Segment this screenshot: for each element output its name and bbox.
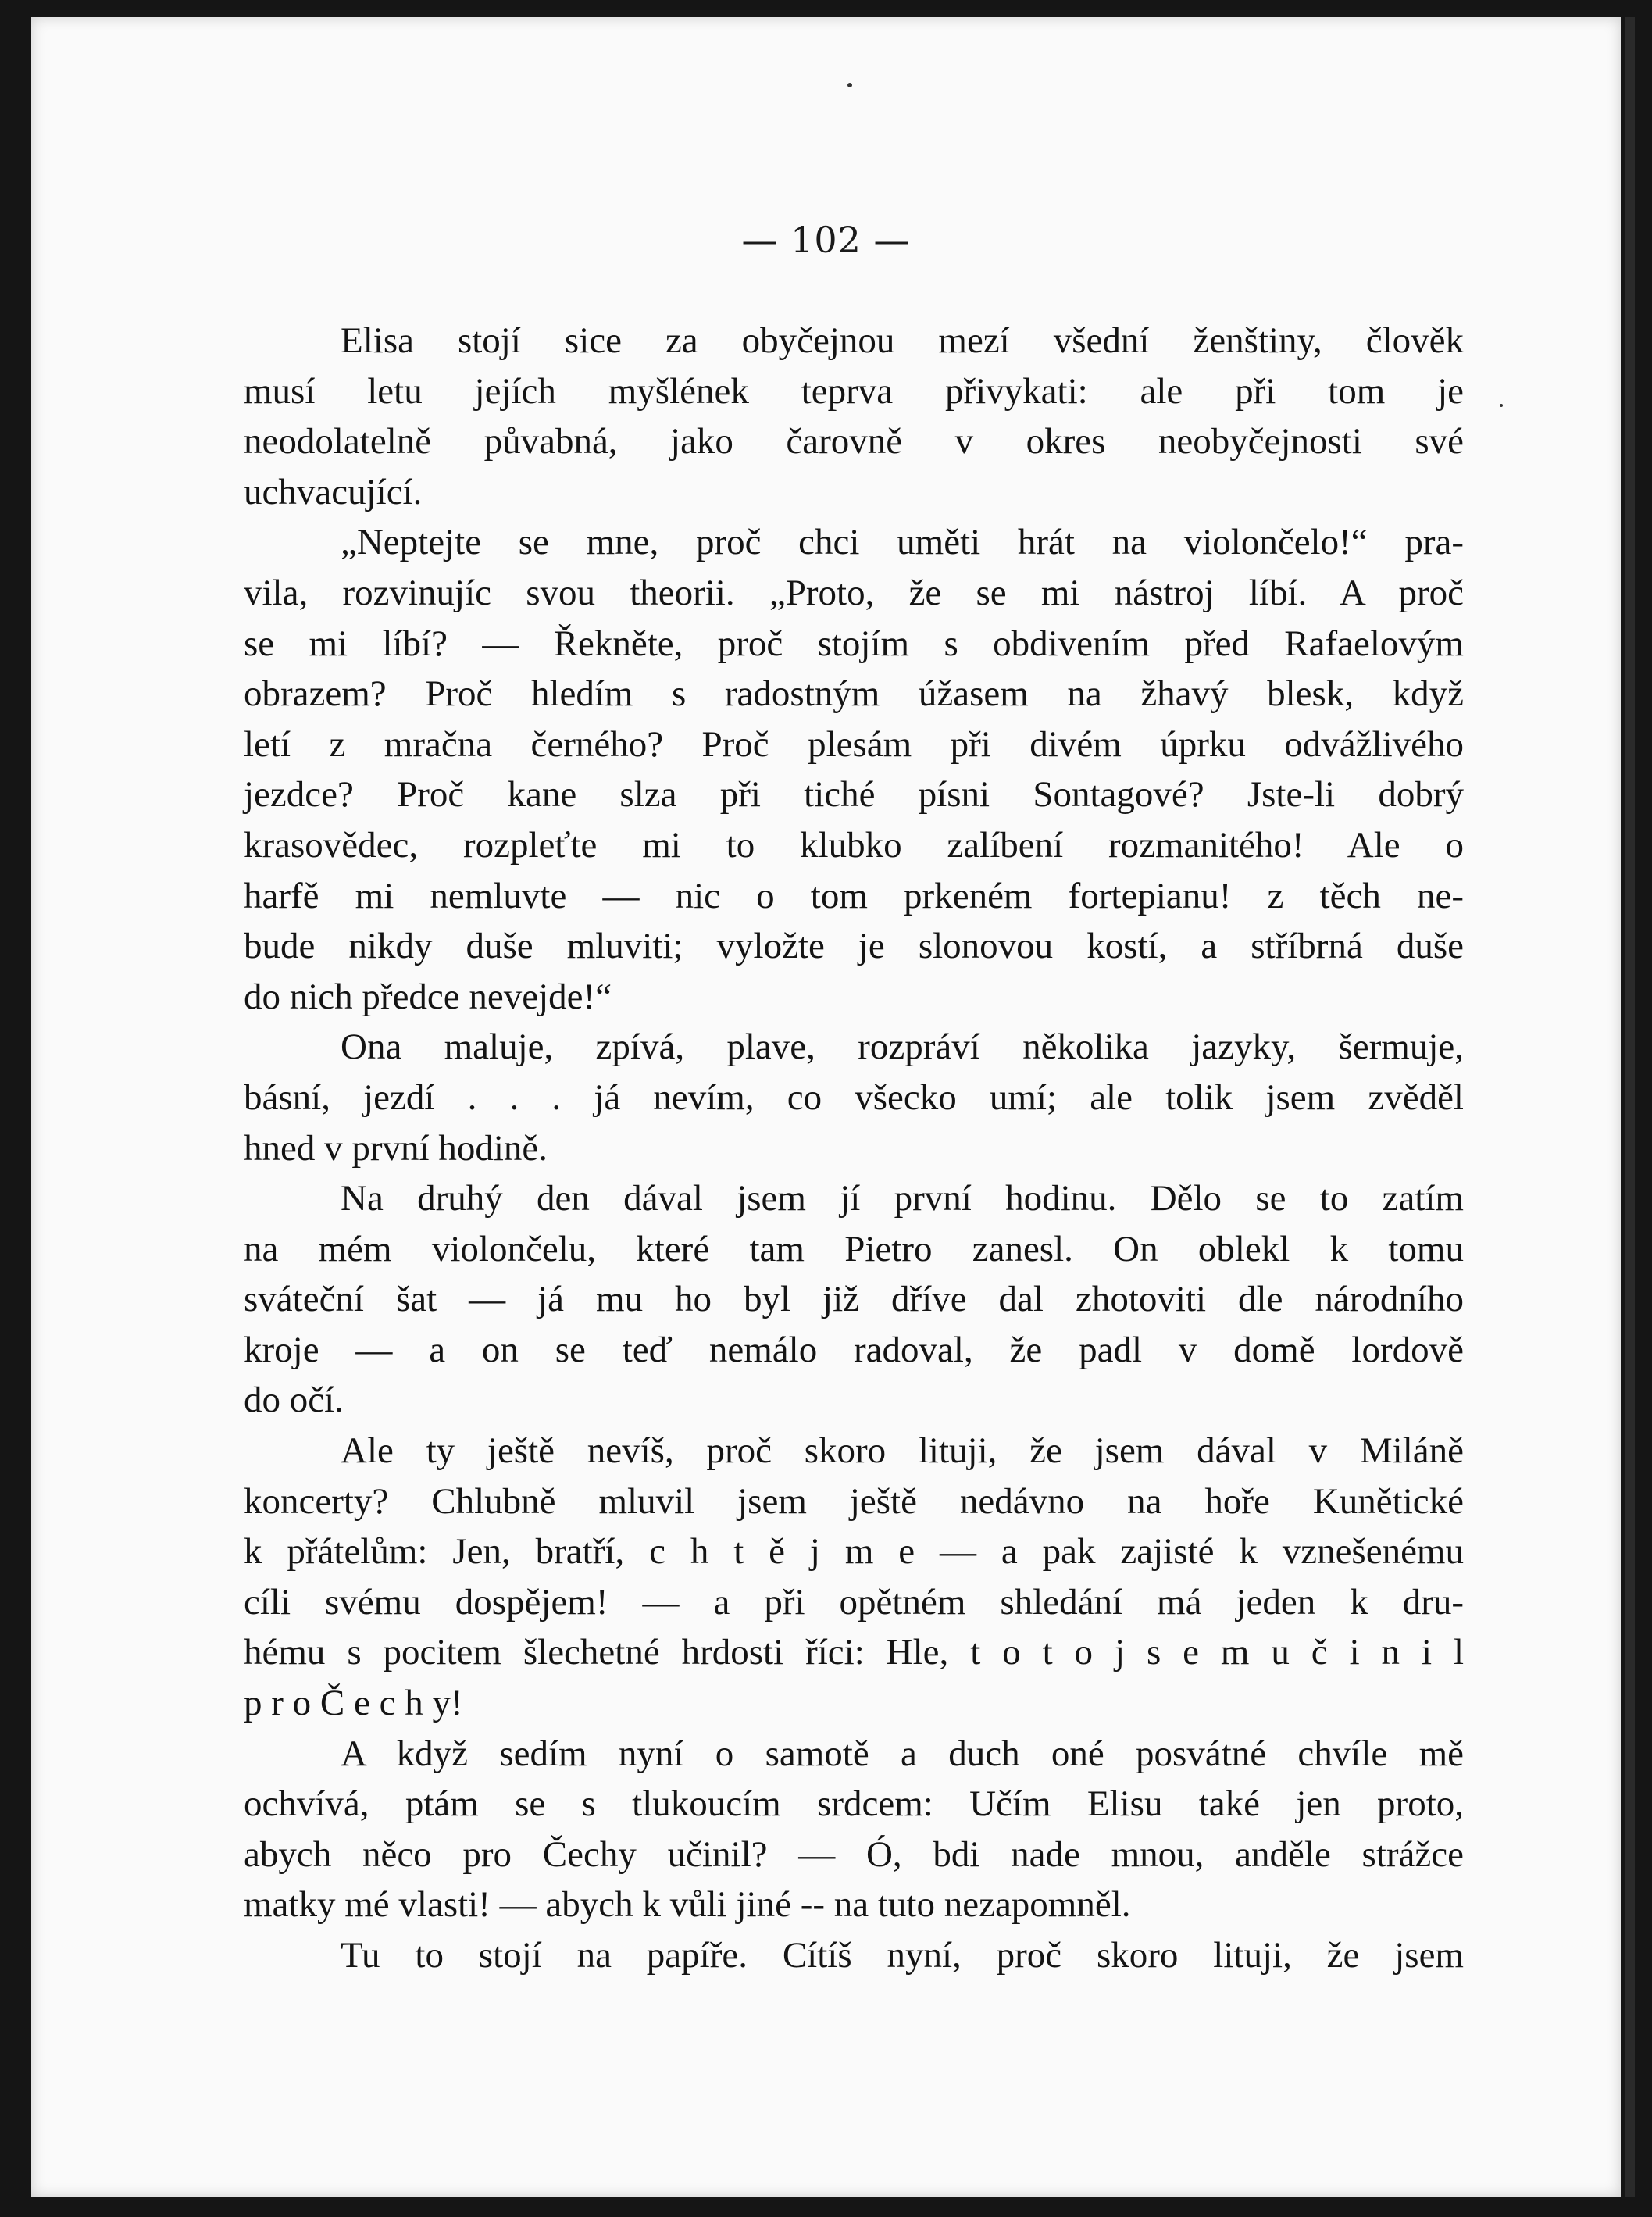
text-line: krasovědec, rozpleťte mi to klubko zalíbení rozmanitého! Ale o (244, 824, 1464, 866)
book-page (31, 17, 1621, 2197)
text-line: do nich předce nevejde!“ (244, 976, 612, 1017)
text-line: kroje — a on se teď nemálo radoval, že padl v domě lordově (244, 1329, 1464, 1370)
text-line: cíli svému dospějem! — a při opětném shledání má jeden k dru- (244, 1581, 1464, 1623)
text-line: do očí. (244, 1380, 344, 1421)
text-line: neodolatelně půvabná, jako čarovně v okres neobyčejnosti své (244, 421, 1464, 462)
paragraph (244, 1729, 1464, 1930)
text-line: musí letu jejích myšlének teprva přivykati: ale při tom je (244, 370, 1464, 412)
text-line: abych něco pro Čechy učinil? — Ó, bdi nade mnou, anděle strážce (244, 1833, 1464, 1875)
dust-speck (847, 83, 852, 87)
paragraph (244, 1173, 1464, 1426)
text-line: Elisa stojí sice za obyčejnou mezí všední ženštiny, člověk (341, 320, 1464, 361)
text-line: hned v první hodině. (244, 1127, 548, 1169)
text-line: „Neptejte se mne, proč chci uměti hrát na violončelo!“ pra- (341, 522, 1464, 563)
text-line: matky mé vlasti! — abych k vůli jiné -- na tuto nezapomněl. (244, 1884, 1131, 1926)
paragraph (244, 1930, 1464, 1981)
text-line: obrazem? Proč hledím s radostným úžasem na žhavý blesk, když (244, 673, 1464, 715)
text-line: Na druhý den dával jsem jí první hodinu. Dělo se to zatím (341, 1178, 1464, 1219)
text-line: k přátelům: Jen, bratří, c h t ě j m e — a pak zajisté k vznešenému (244, 1531, 1464, 1573)
text-line: letí z mračna černého? Proč plesám při divém úprku odvážlivého (244, 723, 1464, 765)
page-number: — 102 — (741, 219, 911, 261)
paragraph (244, 517, 1464, 1022)
text-line: harfě mi nemluvte — nic o tom prkeném fortepianu! z těch ne- (244, 875, 1464, 916)
paragraph (244, 1426, 1464, 1729)
text-line: sváteční šat — já mu ho byl již dříve dal zhotoviti dle národního (244, 1279, 1464, 1320)
paragraph (244, 1022, 1464, 1173)
body-text (244, 316, 1464, 1981)
page-edge (1625, 17, 1635, 2197)
text-line: ochvívá, ptám se s tlukoucím srdcem: Učím Elisu také jen proto, (244, 1783, 1464, 1825)
text-line: bude nikdy duše mluviti; vyložte je slonovou kostí, a stříbrná duše (244, 926, 1464, 967)
text-line: uchvacující. (244, 471, 423, 512)
text-line: Tu to stojí na papíře. Cítíš nyní, proč skoro lituji, že jsem (341, 1935, 1464, 1976)
text-line: p r o Č e c h y! (244, 1683, 463, 1724)
text-line: jezdce? Proč kane slza při tiché písni Sontagové? Jste-li dobrý (244, 774, 1464, 816)
dust-speck (1500, 404, 1503, 407)
text-line: se mi líbí? — Řekněte, proč stojím s obdivením před Rafaelovým (244, 623, 1464, 664)
text-line: na mém violončelu, které tam Pietro zanesl. On oblekl k tomu (244, 1228, 1464, 1269)
text-line: Ona maluje, zpívá, plave, rozpráví několika jazyky, šermuje, (341, 1026, 1464, 1068)
text-line: básní, jezdí . . . já nevím, co všecko umí; ale tolik jsem zvěděl (244, 1076, 1464, 1118)
text-line: hému s pocitem šlechetné hrdosti říci: Hle, t o t o j s e m u č i n i l (244, 1632, 1464, 1673)
paragraph (244, 316, 1464, 517)
text-line: vila, rozvinujíc svou theorii. „Proto, že se mi nástroj líbí. A proč (244, 572, 1464, 613)
text-line: A když sedím nyní o samotě a duch oné posvátné chvíle mě (341, 1733, 1464, 1774)
text-line: Ale ty ještě nevíš, proč skoro lituji, že jsem dával v Miláně (341, 1430, 1464, 1472)
text-line: koncerty? Chlubně mluvil jsem ještě nedávno na hoře Kunětické (244, 1480, 1464, 1522)
